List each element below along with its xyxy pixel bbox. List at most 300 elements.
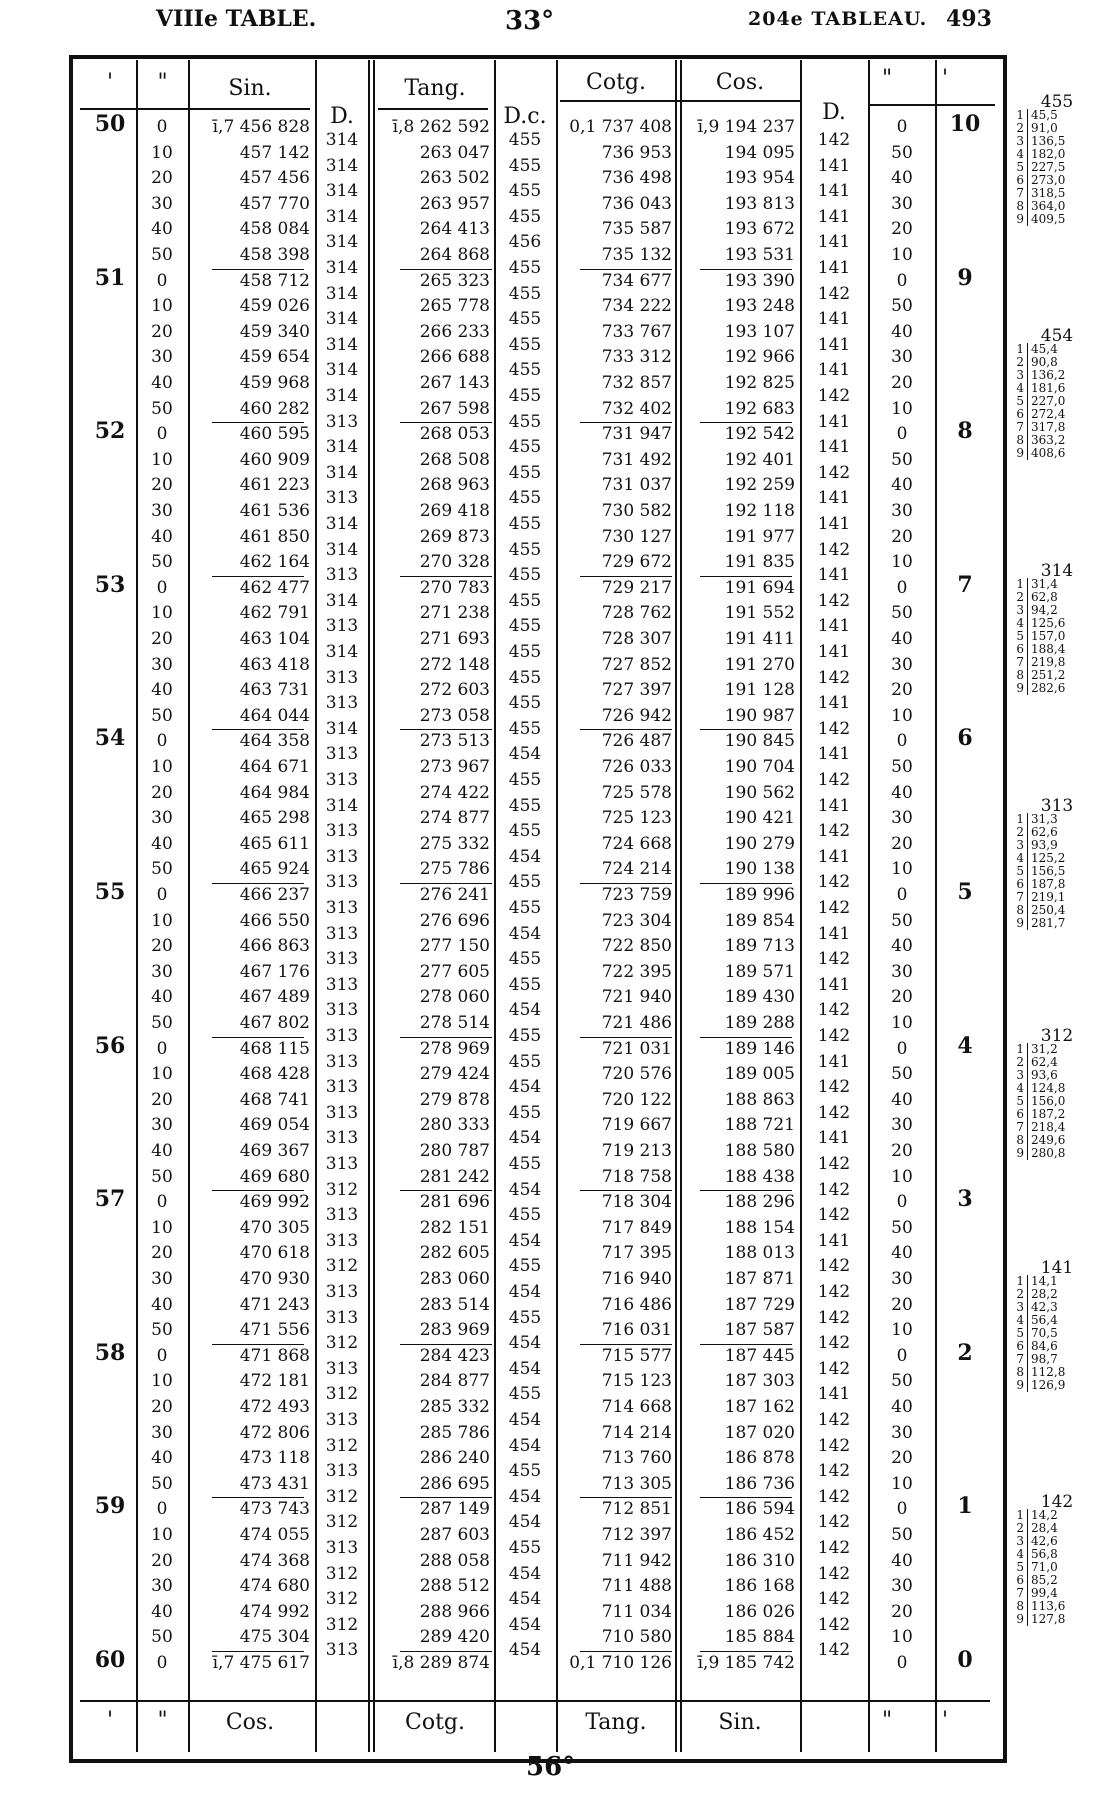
pp-value: 56,8 xyxy=(1031,1547,1058,1561)
d-cell: 313 xyxy=(325,1154,359,1174)
d2-cell: 142 xyxy=(817,1358,851,1379)
dc-cell: 455 xyxy=(508,1154,542,1174)
dc-cell: 455 xyxy=(508,1026,542,1046)
cos-cell: 186 878 xyxy=(724,1448,795,1469)
tang-cell: 275 332 xyxy=(419,833,490,854)
tang-cell: 285 332 xyxy=(419,1397,490,1417)
d2-cell: 142 xyxy=(817,462,851,483)
second-cell: 20 xyxy=(151,321,173,342)
second-right-cell: 40 xyxy=(891,1089,913,1110)
sin-cell: 467 802 xyxy=(239,1013,310,1033)
dc-cell: 454 xyxy=(508,1512,542,1533)
tang-cell: 273 513 xyxy=(419,731,490,752)
second-right-cell: 10 xyxy=(891,398,913,419)
tang-cell: 277 150 xyxy=(419,936,490,957)
pp-value: 136,5 xyxy=(1031,134,1066,148)
dc-cell: 455 xyxy=(508,1051,542,1072)
pp-digit: 5 xyxy=(1012,865,1028,878)
second-cell: 0 xyxy=(156,885,168,905)
dc-cell: 455 xyxy=(508,283,542,304)
d-cell: 313 xyxy=(325,872,359,893)
pp-value: 126,9 xyxy=(1031,1378,1066,1392)
minute-divider xyxy=(700,1344,792,1345)
pp-value: 56,4 xyxy=(1031,1313,1058,1327)
column-rule xyxy=(315,60,317,1752)
d2-cell: 142 xyxy=(817,283,851,304)
pp-digit: 2 xyxy=(1012,1056,1028,1069)
cos-cell: 190 987 xyxy=(724,705,795,726)
d2-cell: 141 xyxy=(817,923,851,944)
minute-divider xyxy=(212,1344,304,1345)
d-cell: 313 xyxy=(325,1230,359,1251)
pp-digit: 7 xyxy=(1012,187,1028,200)
second-cell: 50 xyxy=(151,552,173,573)
column-rule xyxy=(136,60,138,1752)
d2-cell: 142 xyxy=(817,1538,851,1558)
dc-cell: 455 xyxy=(508,1102,542,1123)
d2-cell: 141 xyxy=(817,616,851,637)
second-right-cell: 30 xyxy=(891,1269,913,1289)
d2-cell: 142 xyxy=(817,130,851,150)
tang-cell: 282 151 xyxy=(419,1217,490,1238)
second-cell: 50 xyxy=(151,1627,173,1648)
pp-value: 188,4 xyxy=(1031,642,1066,656)
dc-cell: 455 xyxy=(508,411,542,432)
cotg-cell: 723 304 xyxy=(601,910,672,931)
foot-head-minutes-right: ' xyxy=(941,1708,949,1733)
sin-cell: 463 731 xyxy=(239,680,310,701)
proportional-parts-heading: 313 xyxy=(1040,796,1074,816)
pp-digit: 4 xyxy=(1012,1314,1028,1327)
column-rule xyxy=(188,60,190,1752)
tang-cell: 286 240 xyxy=(419,1448,490,1469)
cotg-cell: 712 397 xyxy=(601,1525,672,1545)
pp-digit: 3 xyxy=(1012,1301,1028,1314)
dc-cell: 455 xyxy=(508,386,542,406)
pp-digit: 5 xyxy=(1012,161,1028,174)
tang-cell: ī,8 289 874 xyxy=(392,1653,490,1673)
proportional-parts-row xyxy=(1012,1147,1102,1160)
second-cell: 10 xyxy=(151,757,173,777)
cotg-cell: 714 668 xyxy=(601,1397,672,1417)
d2-cell: 141 xyxy=(817,206,851,227)
pp-value: 99,4 xyxy=(1031,1586,1058,1600)
second-right-cell: 40 xyxy=(891,1243,913,1264)
cotg-cell: 723 759 xyxy=(601,885,672,905)
proportional-parts-row xyxy=(1012,682,1102,695)
sin-cell: 466 550 xyxy=(239,910,310,931)
d-cell: 314 xyxy=(325,386,359,406)
cotg-cell: 716 486 xyxy=(601,1294,672,1315)
dc-cell: 454 xyxy=(508,1230,542,1251)
cos-cell: 186 168 xyxy=(724,1576,795,1597)
tang-cell: 269 873 xyxy=(419,526,490,547)
col-head-d: D. xyxy=(330,104,354,129)
pp-digit: 7 xyxy=(1012,656,1028,669)
pp-digit: 3 xyxy=(1012,1069,1028,1082)
sin-cell: 467 489 xyxy=(239,987,310,1008)
dc-cell: 455 xyxy=(508,1461,542,1482)
dc-cell: 454 xyxy=(508,1333,542,1354)
tang-cell: 272 603 xyxy=(419,680,490,701)
cos-cell: 185 884 xyxy=(724,1627,795,1648)
header-rule xyxy=(378,108,488,110)
minute-divider xyxy=(400,422,492,423)
d2-cell: 142 xyxy=(817,1154,851,1174)
second-right-cell: 50 xyxy=(891,603,913,624)
pp-value: 90,8 xyxy=(1031,355,1058,369)
sin-cell: 472 493 xyxy=(239,1397,310,1417)
pp-value: 62,4 xyxy=(1031,1055,1058,1069)
cos-cell: 191 835 xyxy=(724,552,795,573)
pp-value: 408,6 xyxy=(1031,446,1066,460)
header-rule xyxy=(560,100,800,102)
d-cell: 313 xyxy=(325,821,359,842)
second-right-cell: 50 xyxy=(891,1217,913,1238)
cotg-cell: 721 031 xyxy=(601,1038,672,1059)
cos-cell: 192 259 xyxy=(724,475,795,496)
tang-cell: 277 605 xyxy=(419,961,490,982)
sin-cell: 469 054 xyxy=(239,1115,310,1136)
minute-divider xyxy=(580,729,672,730)
cotg-cell: 736 043 xyxy=(601,193,672,214)
pp-digit: 1 xyxy=(1012,1043,1028,1056)
tang-cell: 266 233 xyxy=(419,321,490,342)
pp-digit: 9 xyxy=(1012,1379,1028,1392)
second-right-cell: 10 xyxy=(891,1320,913,1341)
dc-cell: 455 xyxy=(508,258,542,278)
d2-cell: 141 xyxy=(817,974,851,995)
d2-cell: 142 xyxy=(817,1461,851,1482)
cos-cell: 191 977 xyxy=(724,526,795,547)
minute-divider xyxy=(700,1190,792,1191)
dc-cell: 454 xyxy=(508,1410,542,1430)
second-cell: 50 xyxy=(151,398,173,419)
sin-cell: 459 654 xyxy=(239,347,310,368)
pp-value: 85,2 xyxy=(1031,1573,1058,1587)
cos-cell: 188 154 xyxy=(724,1217,795,1238)
pp-value: 250,4 xyxy=(1031,903,1066,917)
sin-cell: 469 680 xyxy=(239,1166,310,1187)
cos-cell: 188 721 xyxy=(724,1115,795,1136)
tang-cell: 285 786 xyxy=(419,1422,490,1443)
cotg-cell: 732 402 xyxy=(601,398,672,419)
dc-cell: 454 xyxy=(508,744,542,765)
pp-value: 28,2 xyxy=(1031,1287,1058,1301)
tang-cell: 271 238 xyxy=(419,603,490,624)
d-cell: 313 xyxy=(325,1358,359,1379)
minute-cell: 53 xyxy=(94,571,126,598)
second-right-cell: 50 xyxy=(891,910,913,931)
footer-rule xyxy=(80,1700,990,1702)
minute-cell: 55 xyxy=(94,879,126,905)
minute-divider xyxy=(212,1190,304,1191)
complement-angle: 56° xyxy=(526,1752,576,1782)
second-right-cell: 20 xyxy=(891,1141,913,1161)
second-cell: 0 xyxy=(156,1499,168,1520)
second-cell: 40 xyxy=(151,680,173,701)
cos-cell: 187 162 xyxy=(724,1397,795,1417)
pp-value: 93,6 xyxy=(1031,1068,1058,1082)
d2-cell: 142 xyxy=(817,718,851,739)
second-right-cell: 0 xyxy=(896,731,908,752)
second-right-cell: 20 xyxy=(891,373,913,393)
minute-divider xyxy=(700,1651,792,1652)
dc-cell: 455 xyxy=(508,309,542,330)
sin-cell: 465 611 xyxy=(239,833,310,854)
proportional-parts-heading: 454 xyxy=(1040,326,1074,346)
second-cell: 20 xyxy=(151,1089,173,1110)
pp-digit: 6 xyxy=(1012,1574,1028,1587)
minute-right-cell: 6 xyxy=(957,725,973,752)
d-cell: 314 xyxy=(325,437,359,458)
tang-cell: 263 047 xyxy=(419,142,490,163)
table-label-left: VIIIe TABLE. xyxy=(156,6,317,32)
pp-digit: 8 xyxy=(1012,904,1028,917)
dc-cell: 455 xyxy=(508,872,542,893)
proportional-parts-row xyxy=(1012,447,1102,460)
dc-cell: 454 xyxy=(508,1614,542,1635)
pp-digit: 5 xyxy=(1012,395,1028,408)
d2-cell: 141 xyxy=(817,514,851,534)
dc-cell: 455 xyxy=(508,693,542,714)
pp-value: 280,8 xyxy=(1031,1146,1066,1160)
sin-cell: 465 924 xyxy=(239,859,310,880)
page-number: 493 xyxy=(946,6,992,32)
second-cell: 0 xyxy=(156,270,168,291)
second-cell: 40 xyxy=(151,1294,173,1315)
second-right-cell: 40 xyxy=(891,168,913,189)
d2-cell: 142 xyxy=(817,1563,851,1584)
d-cell: 313 xyxy=(325,1538,359,1558)
second-right-cell: 0 xyxy=(896,424,908,445)
dc-cell: 455 xyxy=(508,1384,542,1405)
second-right-cell: 10 xyxy=(891,1473,913,1494)
d2-cell: 142 xyxy=(817,1077,851,1098)
minute-divider xyxy=(400,1190,492,1191)
sin-cell: 471 556 xyxy=(239,1320,310,1341)
sin-cell: 461 850 xyxy=(239,526,310,547)
second-right-cell: 0 xyxy=(896,1345,908,1366)
second-cell: 30 xyxy=(151,193,173,214)
second-cell: 0 xyxy=(156,577,168,598)
proportional-parts-block xyxy=(1012,1492,1102,1626)
d2-cell: 142 xyxy=(817,898,851,918)
dc-cell: 455 xyxy=(508,334,542,355)
pp-value: 409,5 xyxy=(1031,212,1066,226)
pp-value: 127,8 xyxy=(1031,1612,1066,1626)
pp-digit: 4 xyxy=(1012,1548,1028,1561)
dc-cell: 454 xyxy=(508,1179,542,1200)
cotg-cell: 718 758 xyxy=(601,1166,672,1187)
d2-cell: 141 xyxy=(817,232,851,253)
d-cell: 313 xyxy=(325,1051,359,1072)
proportional-parts-block xyxy=(1012,1258,1102,1392)
d2-cell: 141 xyxy=(817,411,851,432)
pp-value: 187,2 xyxy=(1031,1107,1066,1121)
tang-cell: 265 778 xyxy=(419,296,490,317)
pp-value: 62,6 xyxy=(1031,825,1058,839)
cotg-cell: 715 577 xyxy=(601,1345,672,1366)
cotg-cell: 726 487 xyxy=(601,731,672,752)
d-cell: 314 xyxy=(325,334,359,355)
pp-digit: 7 xyxy=(1012,891,1028,904)
d-cell: 314 xyxy=(325,206,359,227)
angle-heading: 33° xyxy=(505,6,555,36)
dc-cell: 454 xyxy=(508,846,542,867)
second-right-cell: 30 xyxy=(891,1422,913,1443)
d2-cell: 142 xyxy=(817,1026,851,1046)
dc-cell: 455 xyxy=(508,1538,542,1558)
second-right-cell: 40 xyxy=(891,1397,913,1417)
d-cell: 313 xyxy=(325,949,359,970)
proportional-parts-heading: 455 xyxy=(1040,92,1074,112)
cotg-cell: 735 587 xyxy=(601,219,672,240)
cotg-cell: 714 214 xyxy=(601,1422,672,1443)
pp-digit: 5 xyxy=(1012,1095,1028,1108)
second-cell: 0 xyxy=(156,1345,168,1366)
cotg-cell: 734 677 xyxy=(601,270,672,291)
pp-digit: 6 xyxy=(1012,174,1028,187)
d-cell: 313 xyxy=(325,898,359,918)
second-cell: 20 xyxy=(151,475,173,496)
dc-cell: 455 xyxy=(508,642,542,662)
pp-value: 219,1 xyxy=(1031,890,1066,904)
second-cell: 10 xyxy=(151,1371,173,1392)
dc-cell: 455 xyxy=(508,949,542,970)
col-head-seconds: " xyxy=(157,70,168,95)
d2-cell: 141 xyxy=(817,1051,851,1072)
proportional-parts-block xyxy=(1012,1026,1102,1160)
tang-cell: 264 868 xyxy=(419,245,490,265)
d2-cell: 142 xyxy=(817,1256,851,1277)
cotg-cell: 733 312 xyxy=(601,347,672,368)
cos-cell: 189 288 xyxy=(724,1013,795,1033)
minute-right-cell: 1 xyxy=(957,1493,973,1520)
cos-cell: 191 552 xyxy=(724,603,795,624)
second-right-cell: 20 xyxy=(891,833,913,854)
dc-cell: 454 xyxy=(508,1486,542,1507)
d-cell: 314 xyxy=(325,718,359,739)
second-right-cell: 20 xyxy=(891,987,913,1008)
second-right-cell: 10 xyxy=(891,1166,913,1187)
pp-digit: 4 xyxy=(1012,148,1028,161)
second-right-cell: 50 xyxy=(891,142,913,163)
d2-cell: 141 xyxy=(817,846,851,867)
cotg-cell: 711 488 xyxy=(601,1576,672,1597)
d-cell: 312 xyxy=(325,1563,359,1584)
column-rule xyxy=(675,60,677,1752)
cotg-cell: 728 307 xyxy=(601,629,672,649)
second-right-cell: 30 xyxy=(891,347,913,368)
cos-cell: 193 248 xyxy=(724,296,795,317)
pp-value: 14,1 xyxy=(1031,1274,1058,1288)
minute-divider xyxy=(700,729,792,730)
second-cell: 30 xyxy=(151,1422,173,1443)
pp-value: 157,0 xyxy=(1031,629,1066,643)
dc-cell: 455 xyxy=(508,206,542,227)
second-right-cell: 0 xyxy=(896,117,908,137)
d-cell: 312 xyxy=(325,1179,359,1200)
second-cell: 0 xyxy=(156,117,168,137)
d2-cell: 142 xyxy=(817,1179,851,1200)
d-cell: 313 xyxy=(325,693,359,714)
sin-cell: 462 791 xyxy=(239,603,310,624)
cotg-cell: 722 850 xyxy=(601,936,672,957)
proportional-parts-heading: 312 xyxy=(1040,1026,1074,1046)
tang-cell: 289 420 xyxy=(419,1627,490,1648)
sin-cell: 460 909 xyxy=(239,449,310,470)
cos-cell: 187 020 xyxy=(724,1422,795,1443)
tang-cell: 282 605 xyxy=(419,1243,490,1264)
d2-cell: 141 xyxy=(817,181,851,202)
pp-digit: 5 xyxy=(1012,1327,1028,1340)
sin-cell: 458 712 xyxy=(239,270,310,291)
sin-cell: 457 770 xyxy=(239,193,310,214)
tang-cell: 287 149 xyxy=(419,1499,490,1520)
pp-digit: 5 xyxy=(1012,1561,1028,1574)
d2-cell: 142 xyxy=(817,386,851,406)
d2-cell: 142 xyxy=(817,1435,851,1456)
cotg-cell: 715 123 xyxy=(601,1371,672,1392)
cos-cell: 191 270 xyxy=(724,654,795,675)
sin-cell: 461 223 xyxy=(239,475,310,496)
d-cell: 312 xyxy=(325,1486,359,1507)
pp-digit: 9 xyxy=(1012,213,1028,226)
d-cell: 314 xyxy=(325,539,359,560)
sin-cell: 464 358 xyxy=(239,731,310,752)
minute-divider xyxy=(400,883,492,884)
minute-divider xyxy=(700,269,792,270)
d2-cell: 141 xyxy=(817,258,851,278)
sin-cell: 470 305 xyxy=(239,1217,310,1238)
second-cell: 0 xyxy=(156,1038,168,1059)
cotg-cell: 719 213 xyxy=(601,1141,672,1161)
pp-digit: 2 xyxy=(1012,826,1028,839)
pp-value: 112,8 xyxy=(1031,1365,1066,1379)
d-cell: 313 xyxy=(325,1128,359,1149)
d2-cell: 142 xyxy=(817,1410,851,1430)
dc-cell: 455 xyxy=(508,1307,542,1328)
dc-cell: 455 xyxy=(508,539,542,560)
proportional-parts-block xyxy=(1012,796,1102,930)
cotg-cell: 721 486 xyxy=(601,1013,672,1033)
minute-divider xyxy=(212,422,304,423)
sin-cell: 468 741 xyxy=(239,1089,310,1110)
minute-right-cell: 4 xyxy=(957,1032,973,1059)
sin-cell: 458 398 xyxy=(239,245,310,265)
second-right-cell: 10 xyxy=(891,1627,913,1648)
pp-value: 124,8 xyxy=(1031,1081,1066,1095)
minute-divider xyxy=(212,729,304,730)
second-cell: 20 xyxy=(151,629,173,649)
pp-digit: 3 xyxy=(1012,1535,1028,1548)
tang-cell: 279 424 xyxy=(419,1064,490,1085)
dc-cell: 455 xyxy=(508,616,542,637)
pp-value: 249,6 xyxy=(1031,1133,1066,1147)
dc-cell: 455 xyxy=(508,565,542,586)
d-cell: 314 xyxy=(325,462,359,483)
foot-head-sin: Sin. xyxy=(718,1710,762,1735)
cotg-cell: 725 123 xyxy=(601,808,672,829)
dc-cell: 455 xyxy=(508,155,542,176)
pp-digit: 3 xyxy=(1012,135,1028,148)
d2-cell: 142 xyxy=(817,1486,851,1507)
d-cell: 313 xyxy=(325,1410,359,1430)
sin-cell: 474 055 xyxy=(239,1525,310,1545)
cotg-cell: 731 947 xyxy=(601,424,672,445)
minute-divider xyxy=(400,576,492,577)
